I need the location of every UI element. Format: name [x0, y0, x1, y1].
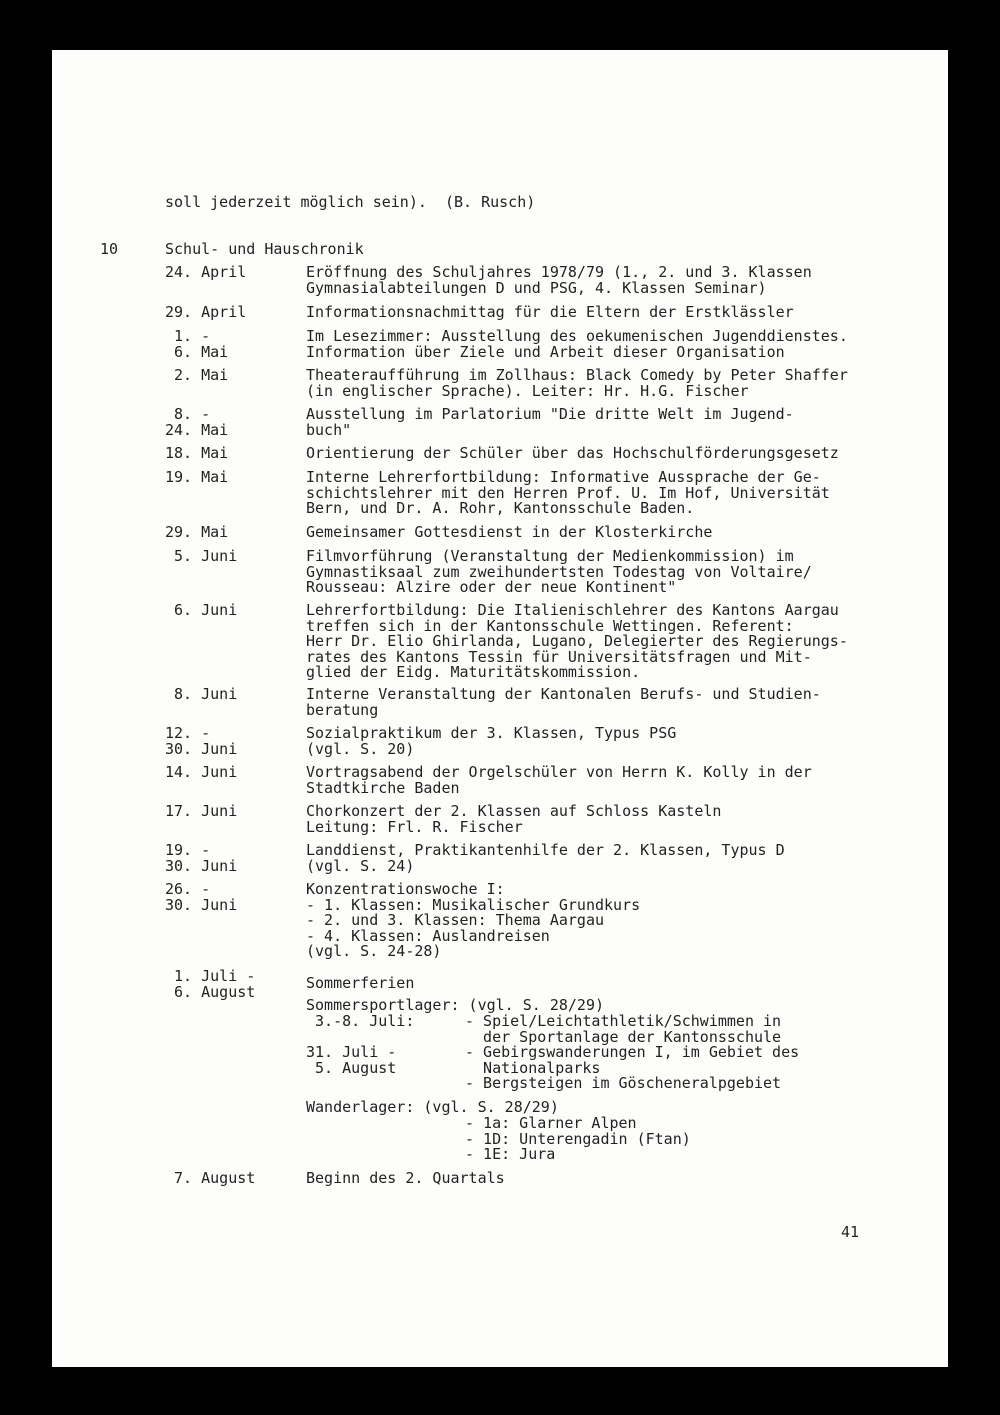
text-line: Konzentrationswoche I: — [306, 880, 505, 898]
sport-camp-title: Sommersportlager: (vgl. S. 28/29) — [306, 996, 605, 1014]
entry-date — [165, 525, 228, 541]
text-line: - 2. und 3. Klassen: Thema Aargau — [306, 911, 605, 929]
summer-title: Sommerferien — [306, 974, 415, 992]
entry-date — [165, 882, 237, 913]
sport-camp-dates — [306, 1014, 414, 1030]
entry-text — [306, 603, 848, 681]
camp-item: - Bergsteigen im Göscheneralpgebiet — [465, 1074, 782, 1092]
last-entry-text: Beginn des 2. Quartals — [306, 1169, 505, 1187]
section-number: 10 — [100, 240, 119, 258]
date-line: 30. Juni — [165, 895, 238, 914]
entry-date — [165, 603, 237, 619]
text-line: Theateraufführung im Zollhaus: Black Comedy by Peter Shaffer — [306, 366, 848, 384]
sport-camp-dates — [306, 1045, 396, 1076]
text-line: glied der Eidg. Maturitätskommission. — [306, 663, 641, 681]
text-line: (vgl. S. 20) — [306, 739, 415, 758]
date-line: 2. Mai — [165, 366, 229, 384]
date-line: 24. April — [165, 263, 247, 281]
text-line: Sozialpraktikum der 3. Klassen, Typus PSG — [306, 724, 677, 742]
text-line: Interne Lehrerfortbildung: Informative Aussprache der Ge- — [306, 468, 821, 486]
hiking-camp-title: Wanderlager: (vgl. S. 28/29) — [306, 1098, 559, 1116]
last-entry-date: 7. August — [165, 1169, 256, 1187]
text-line: Filmvorführung (Veranstaltung der Medienkommission) im — [306, 547, 794, 565]
camp-item: - 1E: Jura — [465, 1145, 556, 1163]
text-line: Eröffnung des Schuljahres 1978/79 (1., 2. und 3. Klassen — [306, 263, 812, 281]
entry-date — [165, 407, 228, 438]
entry-text — [306, 687, 821, 718]
entry-text — [306, 470, 830, 517]
camp-item: - Spiel/Leichtathletik/Schwimmen in — [465, 1012, 782, 1030]
text-line: - 1. Klassen: Musikalischer Grundkurs — [306, 895, 641, 914]
text-line: (vgl. S. 24-28) — [306, 942, 442, 960]
intro-line: soll jederzeit möglich sein). (B. Rusch) — [165, 193, 536, 211]
date-line: 29. Mai — [165, 523, 229, 541]
text-line: Stadtkirche Baden — [306, 778, 460, 797]
entry-text — [306, 446, 839, 462]
camp-date: 5. August — [306, 1058, 397, 1077]
entry-date — [165, 843, 237, 874]
date-line: 19. - — [165, 841, 211, 859]
text-line: (in englischer Sprache). Leiter: Hr. H.G. Fischer — [306, 381, 749, 400]
entry-date — [165, 549, 237, 565]
text-line: buch" — [306, 420, 352, 439]
camp-date: 3.-8. Juli: — [306, 1012, 415, 1030]
text-line: treffen sich in der Kantonsschule Wettingen. Referent: — [306, 616, 794, 635]
text-line: Landdienst, Praktikantenhilfe der 2. Klassen, Typus D — [306, 841, 785, 859]
page-number: 41 — [841, 1223, 860, 1241]
date-line: 26. - — [165, 880, 211, 898]
section-title: Schul- und Hauschronik — [165, 240, 364, 258]
entry-text — [306, 549, 812, 596]
camp-date: 31. Juli - — [306, 1043, 397, 1061]
date-line: 17. Juni — [165, 802, 238, 820]
sport-camp-items — [465, 1014, 781, 1045]
text-line: Herr Dr. Elio Ghirlanda, Lugano, Delegierter des Regierungs- — [306, 632, 848, 650]
entry-date — [165, 446, 228, 462]
entry-text — [306, 329, 848, 360]
text-line: beratung — [306, 700, 379, 719]
text-line: Gemeinsamer Gottesdienst in der Klosterkirche — [306, 523, 713, 541]
entry-date — [165, 265, 246, 281]
text-line: Interne Veranstaltung der Kantonalen Berufs- und Studien- — [306, 685, 821, 703]
entry-text — [306, 305, 794, 321]
text-line: Chorkonzert der 2. Klassen auf Schloss Kasteln — [306, 802, 722, 820]
sport-camp-items — [465, 1045, 799, 1092]
date-line: 6. August — [165, 982, 256, 1001]
date-line: 30. Juni — [165, 739, 238, 758]
text-line: rates des Kantons Tessin für Universitätsfragen und Mit- — [306, 647, 812, 666]
date-line: 5. Juni — [165, 547, 238, 565]
text-line: Lehrerfortbildung: Die Italienischlehrer des Kantons Aargau — [306, 601, 839, 619]
date-line: 6. Juni — [165, 601, 238, 619]
entry-date — [165, 470, 228, 486]
entry-text — [306, 525, 712, 541]
text-line: Vortragsabend der Orgelschüler von Herrn K. Kolly in der — [306, 763, 812, 781]
entry-text — [306, 765, 812, 796]
summer-date — [165, 969, 255, 1000]
entry-date — [165, 368, 228, 384]
text-line: Im Lesezimmer: Ausstellung des oekumenischen Jugenddienstes. — [306, 327, 848, 345]
entry-text — [306, 265, 812, 296]
date-line: 24. Mai — [165, 420, 229, 439]
camp-item: - Gebirgswanderungen I, im Gebiet des — [465, 1043, 800, 1061]
entry-date — [165, 305, 246, 321]
text-line: Gymnasialabteilungen D und PSG, 4. Klassen Seminar) — [306, 278, 767, 297]
text-line: Rousseau: Alzire oder der neue Kontinent" — [306, 578, 677, 596]
text-line: schichtslehrer mit den Herren Prof. U. Im Hof, Universität — [306, 483, 830, 502]
entry-date — [165, 687, 237, 703]
entry-date — [165, 329, 228, 360]
date-line: 12. - — [165, 724, 211, 742]
camp-item: - 1a: Glarner Alpen — [465, 1114, 637, 1132]
entry-date — [165, 726, 237, 757]
text-line: Ausstellung im Parlatorium "Die dritte Welt im Jugend- — [306, 405, 794, 423]
text-line: (vgl. S. 24) — [306, 856, 415, 875]
text-line: Information über Ziele und Arbeit dieser Organisation — [306, 342, 785, 361]
date-line: 1. - — [165, 327, 211, 345]
date-line: 8. Juni — [165, 685, 238, 703]
date-line: 8. - — [165, 405, 211, 423]
text-line: Leitung: Frl. R. Fischer — [306, 817, 523, 836]
entry-date — [165, 804, 237, 820]
camp-item: - 1D: Unterengadin (Ftan) — [465, 1129, 691, 1148]
entry-text — [306, 368, 848, 399]
date-line: 14. Juni — [165, 763, 238, 781]
date-line: 30. Juni — [165, 856, 238, 875]
text-line: Orientierung der Schüler über das Hochschulförderungsgesetz — [306, 444, 839, 462]
date-line: 18. Mai — [165, 444, 229, 462]
text-line: - 4. Klassen: Auslandreisen — [306, 926, 550, 945]
date-line: 1. Juli - — [165, 967, 256, 985]
entry-text — [306, 804, 721, 835]
hiking-camp-items — [465, 1116, 691, 1163]
camp-item: der Sportanlage der Kantonsschule — [465, 1027, 782, 1046]
date-line: 29. April — [165, 303, 247, 321]
date-line: 6. Mai — [165, 342, 229, 361]
camp-item: Nationalparks — [465, 1058, 601, 1077]
entry-text — [306, 726, 676, 757]
text-line: Bern, und Dr. A. Rohr, Kantonsschule Baden. — [306, 499, 695, 517]
entry-text — [306, 843, 785, 874]
entry-text — [306, 407, 794, 438]
entry-date — [165, 765, 237, 781]
entry-text — [306, 882, 640, 960]
text-line: Gymnastiksaal zum zweihundertsten Todestag von Voltaire/ — [306, 562, 812, 581]
date-line: 19. Mai — [165, 468, 229, 486]
text-line: Informationsnachmittag für die Eltern der Erstklässler — [306, 303, 794, 321]
